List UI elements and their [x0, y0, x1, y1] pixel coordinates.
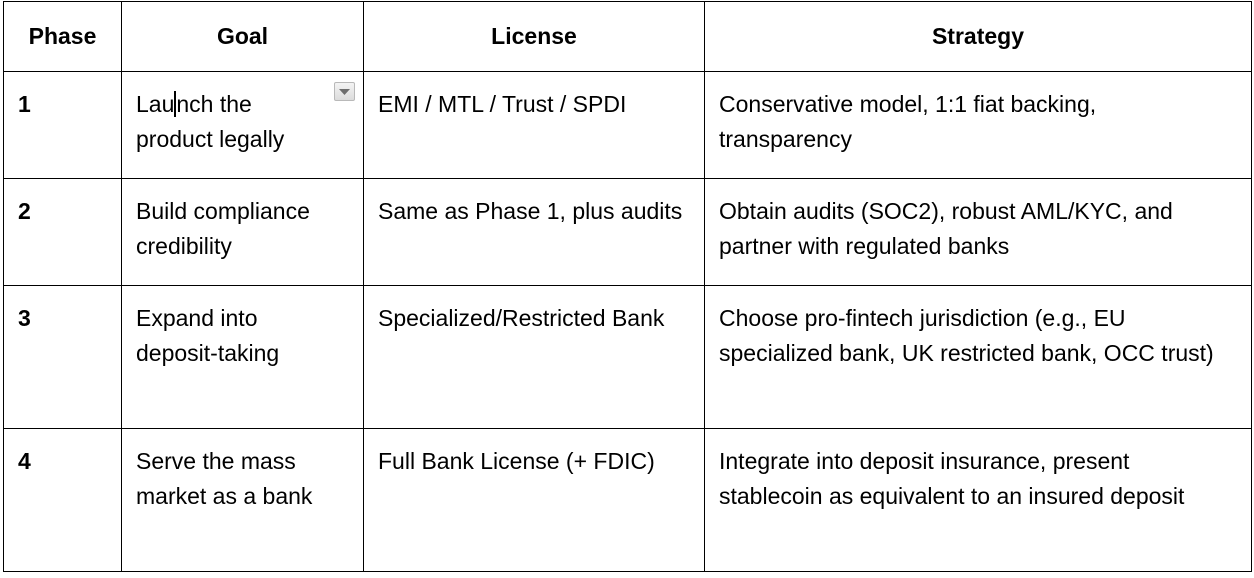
table-row	[4, 286, 1252, 429]
goal-cell[interactable]	[122, 72, 364, 179]
cell-menu-button[interactable]	[334, 82, 355, 101]
strategy-cell[interactable]: Conservative model, 1:1 fiat backing, transparency	[705, 72, 1252, 179]
goal-cell[interactable]: Serve the mass market as a bank	[122, 429, 364, 572]
strategy-cell[interactable]: Obtain audits (SOC2), robust AML/KYC, and partner with regulated banks	[705, 179, 1252, 286]
header-phase[interactable]: Phase	[4, 2, 122, 72]
goal-cell[interactable]: Build compliance credibility	[122, 179, 364, 286]
strategy-cell[interactable]: Choose pro-fintech jurisdiction (e.g., EU specialized bank, UK restricted bank, OCC trust)	[705, 286, 1252, 429]
table-row	[4, 72, 1252, 179]
table-row	[4, 179, 1252, 286]
license-cell[interactable]: Same as Phase 1, plus audits	[364, 179, 705, 286]
goal-text-after-cursor: nch the product legally	[136, 91, 285, 152]
header-goal[interactable]: Goal	[122, 2, 364, 72]
phase-cell[interactable]: 2	[4, 179, 122, 286]
header-license[interactable]: License	[364, 2, 705, 72]
goal-cell[interactable]: Expand into deposit-taking	[122, 286, 364, 429]
license-cell[interactable]: Specialized/Restricted Bank	[364, 286, 705, 429]
license-cell[interactable]: EMI / MTL / Trust / SPDI	[364, 72, 705, 179]
phase-cell[interactable]: 1	[4, 72, 122, 179]
goal-text-before-cursor: Lau	[136, 91, 175, 117]
header-strategy[interactable]: Strategy	[705, 2, 1252, 72]
table-row	[4, 429, 1252, 572]
phase-cell[interactable]: 3	[4, 286, 122, 429]
chevron-down-icon	[339, 89, 350, 95]
phase-cell[interactable]: 4	[4, 429, 122, 572]
strategy-table	[3, 1, 1252, 572]
license-cell[interactable]: Full Bank License (+ FDIC)	[364, 429, 705, 572]
strategy-cell[interactable]: Integrate into deposit insurance, present stablecoin as equivalent to an insured deposit	[705, 429, 1252, 572]
header-row	[4, 2, 1252, 72]
